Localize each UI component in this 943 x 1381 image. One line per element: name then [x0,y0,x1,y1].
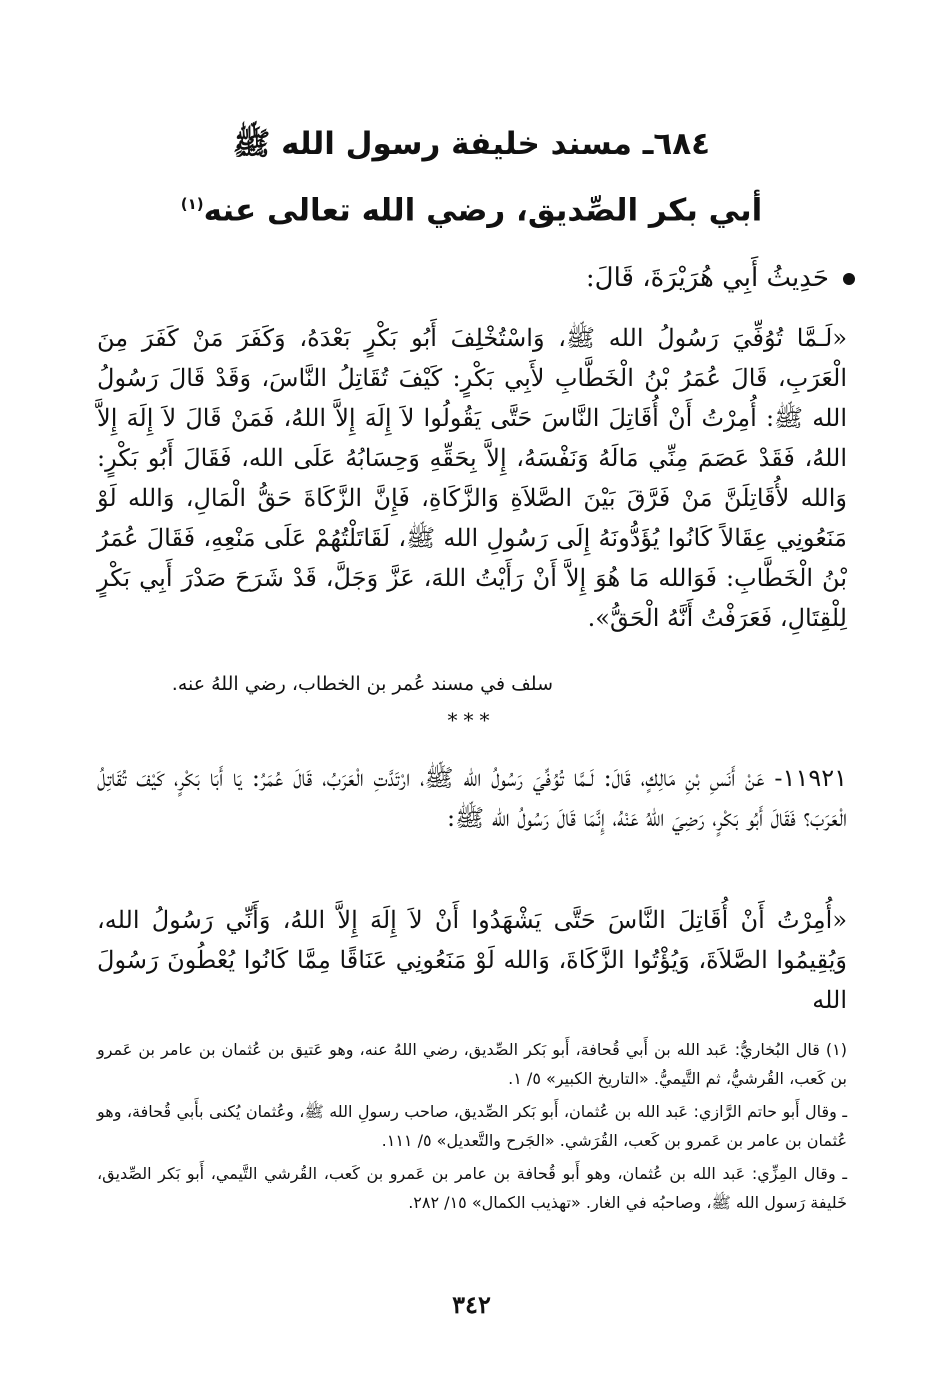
section-bullet-heading [95,258,855,298]
chapter-heading-line1 [0,122,943,166]
footnote-item: ـ وقال أَبو حاتم الرَّازي: عَبد الله بن عُثمان، أَبو بَكر الصِّديق، صاحب رسولِ الله ﷺ، وعُثمان يُكنى بأَبي قُحافة، وهو عُثمان بن عامر بن عَمرو بن كَعب، القُرَشي. «الجَرح والتَّعديل» ٥/ ١١١. [97,1102,847,1150]
chapter-heading-line1-text: ٦٨٤ـ مسند خليفة رسول الله ﷺ [232,126,711,162]
hadith-paragraph-anas: ١١٩٢١- عَنْ أَنَسِ بْنِ مَالِكٍ، قَالَ: لَـمَّا تُوُفِّيَ رَسُولُ الله ﷺ، ارْتَدَّتِ الْعَرَبُ، قَالَ عُمَرُ: يَا أَبَا بَكْرٍ، كَيْفَ تُقَاتِلُ الْعَرَبَ؟ فَقَالَ أَبُو بَكْرٍ، رَضِيَ اللهُ عَنْهُ، إِنَّمَا قَالَ رَسُولُ الله ﷺ: [97,764,847,832]
chapter-heading-line2 [0,182,943,232]
footnotes [97,1035,847,1221]
bullet-heading-text: حَدِيثُ أَبِي هُرَيْرَةَ، قَالَ: [585,263,829,293]
footnote-item: ـ وقال المِزِّي: عَبد الله بن عُثمان، وهو أَبو قُحافة بن عامر بن عَمرو بن كَعب، القُرشي التَّيمي، أَبو بَكر الصِّديق، خَليفة رَسول الله ﷺ، وصاحبُه في الغار. «تهذيب الكمال» ١٥/ ٢٨٢. [97,1164,847,1212]
footnote-marker[interactable]: (١) [180,195,204,213]
footnote-item: (١) قال البُخاريُّ: عَبد الله بن أَبي قُحافة، أَبو بَكر الصِّديق، رضي اللهُ عنه، وهو عَتيق بن عُثمان بن عامر بن عَمرو بن كَعب، القُرشيُّ، ثم التَّيميُّ. «التاريخ الكبير» ٥/ ١. [97,1040,847,1088]
bullet-icon [843,273,855,285]
chapter-heading-line2-text: أبي بكر الصِّديق، رضي الله تعالى عنه [203,192,763,229]
hadith-paragraph-abu-hurayra: «لَـمَّا تُوُفِّيَ رَسُولُ الله ﷺ، وَاسْتُخْلِفَ أَبُو بَكْرٍ بَعْدَهُ، وَكَفَرَ مَنْ كَفَرَ مِنَ الْعَرَبِ، قَالَ عُمَرُ بْنُ الْخَطَّابِ لأَبِي بَكْرٍ: كَيْفَ تُقَاتِلُ النَّاسَ، وَقَدْ قَالَ رَسُولُ الله ﷺ: أُمِرْتُ أَنْ أُقَاتِلَ النَّاسَ حَتَّى يَقُولُوا لاَ إِلَهَ إِلاَّ اللهُ، فَمَنْ قَالَ لاَ إِلَهَ إِلاَّ اللهُ، فَقَدْ عَصَمَ مِنِّي مَالَهُ وَنَفْسَهُ، إِلاَّ بِحَقِّهِ وَحِسَابُهُ عَلَى الله، فَقَالَ أَبُو بَكْرٍ: وَالله لأُقَاتِلَنَّ مَنْ فَرَّقَ بَيْنَ الصَّلاَةِ وَالزَّكَاةِ، فَإِنَّ الزَّكَاةَ حَقُّ الْمَالِ، وَالله لَوْ مَنَعُونِي عِقَالاً كَانُوا يُؤَدُّونَهُ إِلَى رَسُولِ الله ﷺ، لَقَاتَلْتُهُمْ عَلَى مَنْعِهِ، فَقَالَ عُمَرُ بْنُ الْخَطَّابِ: فَوَالله مَا هُوَ إِلاَّ أَنْ رَأَيْتُ اللهَ، عَزَّ وَجَلَّ، قَدْ شَرَحَ صَدْرَ أَبِي بَكْرٍ لِلْقِتَالِ، فَعَرَفْتُ أَنَّهُ الْحَقُّ». [97,324,847,632]
page-number: ٣٤٢ [452,1290,491,1319]
hadith-quote-anas: «أُمِرْتُ أَنْ أُقَاتِلَ النَّاسَ حَتَّى يَشْهَدُوا أَنْ لاَ إِلَهَ إِلاَّ اللهُ، وَأَنِّي رَسُولُ الله، وَيُقِيمُوا الصَّلاَةَ، وَيُؤْتُوا الزَّكَاةَ، وَالله لَوْ مَنَعُونِي عَنَاقًا مِمَّا كَانُوا يُعْطُونَ رَسُولَ الله [97,906,847,1014]
reference-note: سلف في مسند عُمر بن الخطاب، رضي اللهُ عنه. [171,673,553,695]
section-separator: *** [447,708,496,732]
